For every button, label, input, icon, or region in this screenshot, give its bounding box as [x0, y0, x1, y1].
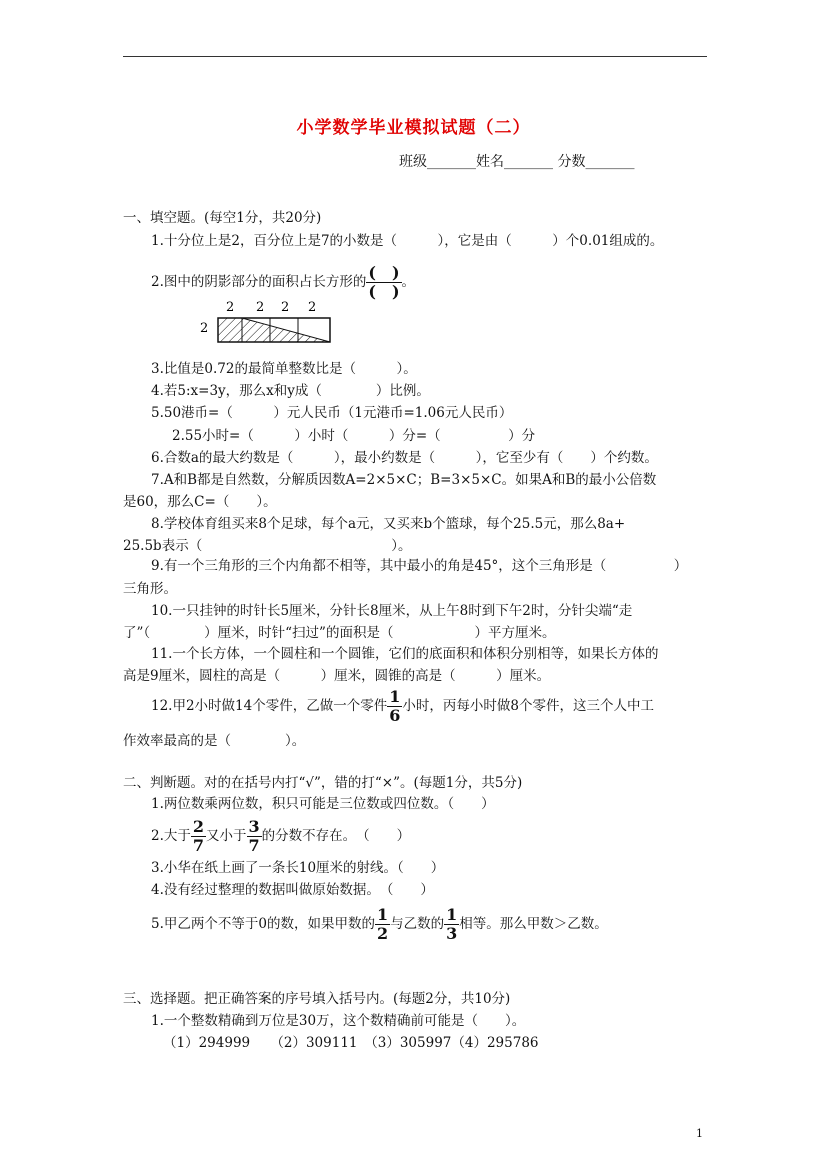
q1-2-fraction: [366, 265, 401, 300]
q2-5-fraction-1: [375, 907, 390, 942]
shaded-rectangle-figure: [196, 298, 336, 348]
header-rule: [123, 56, 707, 57]
q1-10a: 10.一只挂钟的时针长5厘米，分针长8厘米，从上午8时到下午2时，分针尖端“走: [151, 603, 633, 619]
section2-heading: 二、判断题。对的在括号内打“√”，错的打“×”。(每题1分，共5分): [123, 775, 523, 791]
q1-12-text-end: 小时，丙每小时做8个零件，这三个人中工: [402, 698, 654, 714]
q1-6: 6.合数a的最大约数是（ ），最小约数是（ ），它至少有（ ）个约数。: [151, 450, 658, 466]
fraction-numerator: 1: [389, 687, 401, 706]
q1-12b: 作效率最高的是（ ）。: [123, 733, 306, 749]
q1-1: 1.十分位上是2，百分位上是7的小数是（ ），它是由（ ）个0.01组成的。: [151, 233, 664, 249]
page-number: 1: [696, 1127, 703, 1140]
score-field: 分数_______: [557, 154, 635, 170]
q1-2-text: 2.图中的阴影部分的面积占长方形的: [151, 274, 367, 290]
figure-top-label: 2: [226, 300, 235, 315]
page-title: 小学数学毕业模拟试题（二）: [296, 118, 531, 138]
q2-2: [151, 816, 410, 856]
q1-8a: 8.学校体育组买来8个足球，每个a元，又买来b个篮球，每个25.5元，那么8a+: [151, 516, 626, 532]
shaded-square: [218, 318, 242, 342]
q2-1: 1.两位数乘两位数，积只可能是三位数或四位数。（ ）: [151, 796, 495, 812]
q2-2-text: 2.大于: [151, 828, 191, 844]
fraction-denominator: ( ): [368, 282, 400, 301]
fraction-denominator: 7: [248, 836, 260, 855]
q2-2-fraction-2: [247, 819, 262, 854]
fraction-denominator: 2: [376, 924, 389, 943]
fraction-denominator: 6: [389, 706, 401, 725]
figure-top-label: 2: [308, 300, 317, 315]
q1-10b: 了”（ ）厘米，时针“扫过”的面积是（ ）平方厘米。: [123, 625, 556, 641]
q1-7b: 是60，那么C=（ ）。: [123, 494, 277, 510]
q1-11a: 11.一个长方体，一个圆柱和一个圆锥，它们的底面积和体积分别相等，如果长方体的: [151, 646, 659, 662]
fraction-numerator: 1: [376, 905, 389, 924]
q2-4: 4.没有经过整理的数据叫做原始数据。 （ ）: [151, 882, 434, 898]
q2-2-text: 又小于: [206, 828, 247, 844]
q2-5-text: 与乙数的: [390, 916, 445, 932]
name-field: 姓名_______: [476, 154, 553, 170]
fraction-denominator: 7: [192, 836, 205, 855]
q2-5-fraction-2: [444, 907, 459, 942]
q1-9a: 9.有一个三角形的三个内角都不相等，其中最小的角是45°，这个三角形是（ ）: [151, 558, 688, 574]
q1-3: 3.比值是0.72的最简单整数比是（ ）。: [151, 361, 417, 377]
q2-5-text: 相等。那么甲数＞乙数。: [459, 916, 608, 932]
figure-top-label: 2: [256, 300, 265, 315]
q1-5b: 2.55小时=（ ）小时（ ）分=（ ）分: [172, 428, 536, 444]
q1-8b: 25.5b表示（ ）。: [123, 538, 412, 554]
q2-5-text: 5.甲乙两个不等于0的数，如果甲数的: [151, 916, 375, 932]
fraction-denominator: 3: [446, 924, 458, 943]
fraction-numerator: 2: [192, 817, 205, 836]
q1-4: 4.若5:x=3y，那么x和y成（ ）比例。: [151, 383, 430, 399]
q1-11b: 高是9厘米，圆柱的高是（ ）厘米，圆锥的高是（ ）厘米。: [123, 668, 551, 684]
student-info: [399, 151, 634, 171]
q3-1-options: （1）294999 （2）309111 （3）305997（4）295786: [163, 1035, 539, 1051]
section3-heading: 三、选择题。把正确答案的序号填入括号内。(每题2分，共10分): [123, 991, 511, 1007]
fraction-numerator: 3: [248, 817, 260, 836]
q1-7a: 7.A和B都是自然数，分解质因数A=2×5×C；B=3×5×C。如果A和B的最小公倍数: [151, 472, 657, 488]
figure-top-label: 2: [281, 300, 290, 315]
fraction-numerator: 1: [446, 905, 458, 924]
class-field: 班级_______: [399, 154, 476, 170]
figure-side-label: 2: [200, 321, 209, 336]
q1-9b: 三角形。: [123, 581, 177, 597]
section1-heading: 一、填空题。(每空1分，共20分): [123, 210, 322, 226]
q1-12-text: 12.甲2小时做14个零件，乙做一个零件: [151, 698, 388, 714]
q2-5: [151, 902, 608, 946]
q1-12-fraction: [387, 689, 402, 724]
fraction-numerator: ( ): [368, 263, 400, 282]
q2-2-text: 的分数不存在。 （ ）: [261, 828, 411, 844]
q1-5a: 5.50港币=（ ）元人民币（1元港币=1.06元人民币）: [151, 405, 513, 421]
q1-12a: [151, 686, 654, 726]
q1-2-end: 。: [401, 274, 416, 290]
q2-2-fraction-1: [191, 819, 206, 854]
q3-1: 1.一个整数精确到万位是30万，这个数精确前可能是（ ）。: [151, 1013, 526, 1029]
q2-3: 3.小华在纸上画了一条长10厘米的射线。（ ）: [151, 860, 445, 876]
